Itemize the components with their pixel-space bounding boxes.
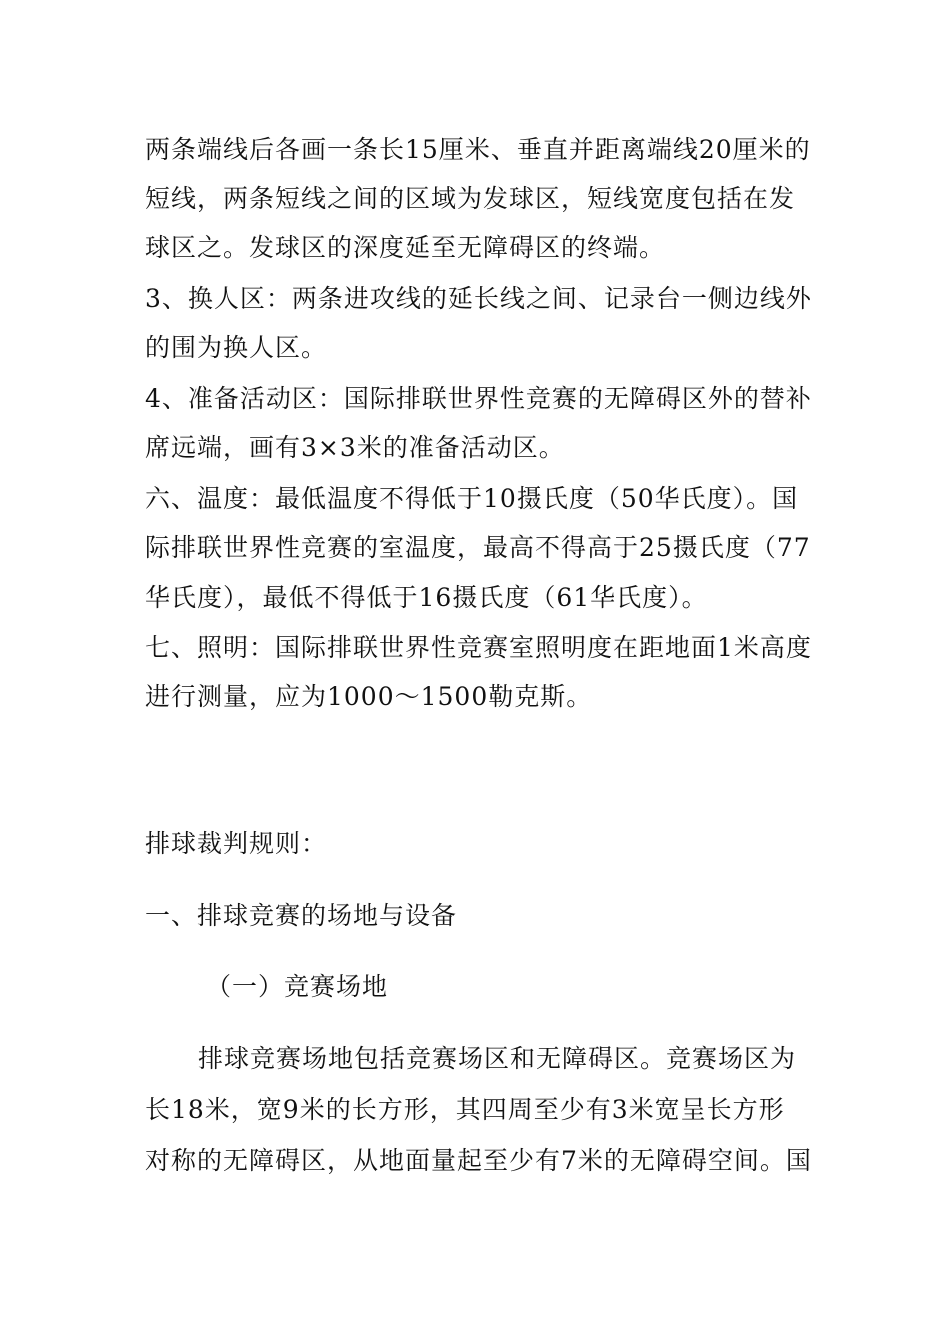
rules-heading: 排球裁判规则： (145, 829, 328, 858)
item-3-line: 的围为换人区。 (145, 333, 328, 362)
item-7-line: 七、照明：国际排联世界性竞赛室照明度在距地面1米高度 (145, 633, 812, 662)
paragraph-line: 短线，两条短线之间的区域为发球区，短线宽度包括在发 (145, 184, 796, 213)
paragraph-line: 两条端线后各画一条长15厘米、垂直并距离端线20厘米的 (145, 135, 811, 164)
paragraph-line: 球区之。发球区的深度延至无障碍区的终端。 (145, 233, 666, 262)
body-paragraph-line: 排球竞赛场地包括竞赛场区和无障碍区。竞赛场区为 (198, 1044, 797, 1073)
body-paragraph-line: 对称的无障碍区，从地面量起至少有7米的无障碍空间。国 (145, 1146, 812, 1175)
item-6-line: 华氏度），最低不得低于16摄氏度（61华氏度）。 (145, 583, 708, 612)
item-4-line: 席远端，画有3×3米的准备活动区。 (145, 433, 565, 462)
item-6-line: 际排联世界性竞赛的室温度，最高不得高于25摄氏度（77 (145, 533, 811, 562)
item-4-line: 4、准备活动区：国际排联世界性竞赛的无障碍区外的替补 (145, 384, 812, 413)
item-7-line: 进行测量，应为1000～1500勒克斯。 (145, 682, 593, 711)
body-paragraph-line: 长18米，宽9米的长方形，其四周至少有3米宽呈长方形 (145, 1095, 785, 1124)
item-6-line: 六、温度：最低温度不得低于10摄氏度（50华氏度）。国 (145, 484, 799, 513)
section-heading: 一、排球竞赛的场地与设备 (145, 901, 458, 930)
item-3-line: 3、换人区：两条进攻线的延长线之间、记录台一侧边线外 (145, 284, 812, 313)
subsection-heading: （一）竞赛场地 (206, 972, 389, 1001)
